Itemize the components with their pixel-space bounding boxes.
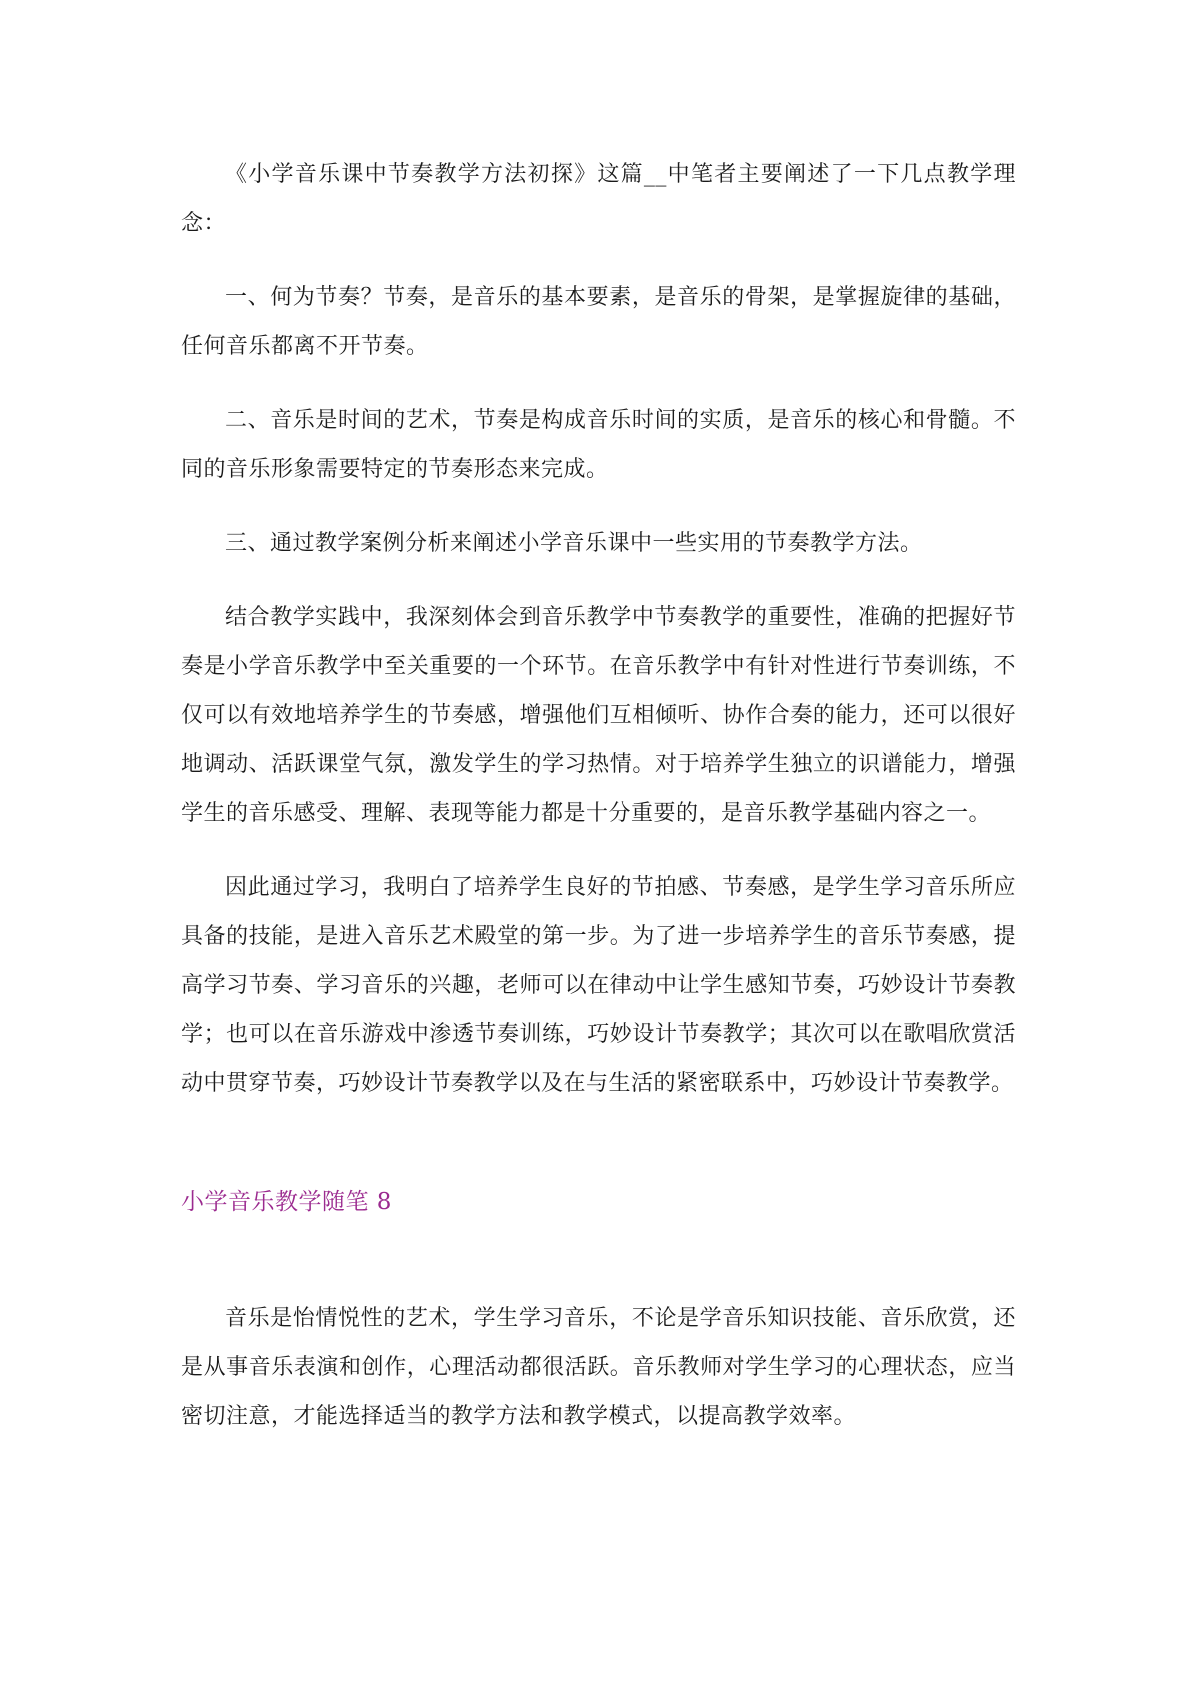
paragraph-conclusion: 因此通过学习，我明白了培养学生良好的节拍感、节奏感，是学生学习音乐所应具备的技能，是进入音乐艺术殿堂的第一步。为了进一步培养学生的音乐节奏感，提高学习节奏、学习音乐的兴趣，老师可以在律动中让学生感知节奏，巧妙设计节奏教学；也可以在音乐游戏中渗透节奏训练，巧妙设计节奏教学；其次可以在歌唱欣赏活动中贯穿节奏，巧妙设计节奏教学以及在与生活的紧密联系中，巧妙设计节奏教学。	[181, 875, 1016, 1096]
paragraph-point-1: 一、何为节奏？节奏，是音乐的基本要素，是音乐的骨架，是掌握旋律的基础，任何音乐都离不开节奏。	[181, 285, 1016, 359]
paragraph-intro: 《小学音乐课中节奏教学方法初探》这篇__中笔者主要阐述了一下几点教学理念：	[181, 162, 1016, 236]
paragraph-point-3: 三、通过教学案例分析来阐述小学音乐课中一些实用的节奏教学方法。	[225, 531, 923, 556]
paragraph-section2-1: 音乐是怡情悦性的艺术，学生学习音乐，不论是学音乐知识技能、音乐欣赏，还是从事音乐表演和创作，心理活动都很活跃。音乐教师对学生学习的心理状态，应当密切注意，才能选择适当的教学方法和教学模式，以提高教学效率。	[181, 1306, 1016, 1429]
paragraph-point-2: 二、音乐是时间的艺术，节奏是构成音乐时间的实质，是音乐的核心和骨髓。不同的音乐形象需要特定的节奏形态来完成。	[181, 408, 1016, 482]
section-heading: 小学音乐教学随笔 8	[181, 1189, 392, 1215]
paragraph-practice: 结合教学实践中，我深刻体会到音乐教学中节奏教学的重要性，准确的把握好节奏是小学音乐教学中至关重要的一个环节。在音乐教学中有针对性进行节奏训练，不仅可以有效地培养学生的节奏感，增强他们互相倾听、协作合奏的能力，还可以很好地调动、活跃课堂气氛，激发学生的学习热情。对于培养学生独立的识谱能力，增强学生的音乐感受、理解、表现等能力都是十分重要的，是音乐教学基础内容之一。	[181, 605, 1016, 826]
document-body	[181, 150, 1016, 1441]
